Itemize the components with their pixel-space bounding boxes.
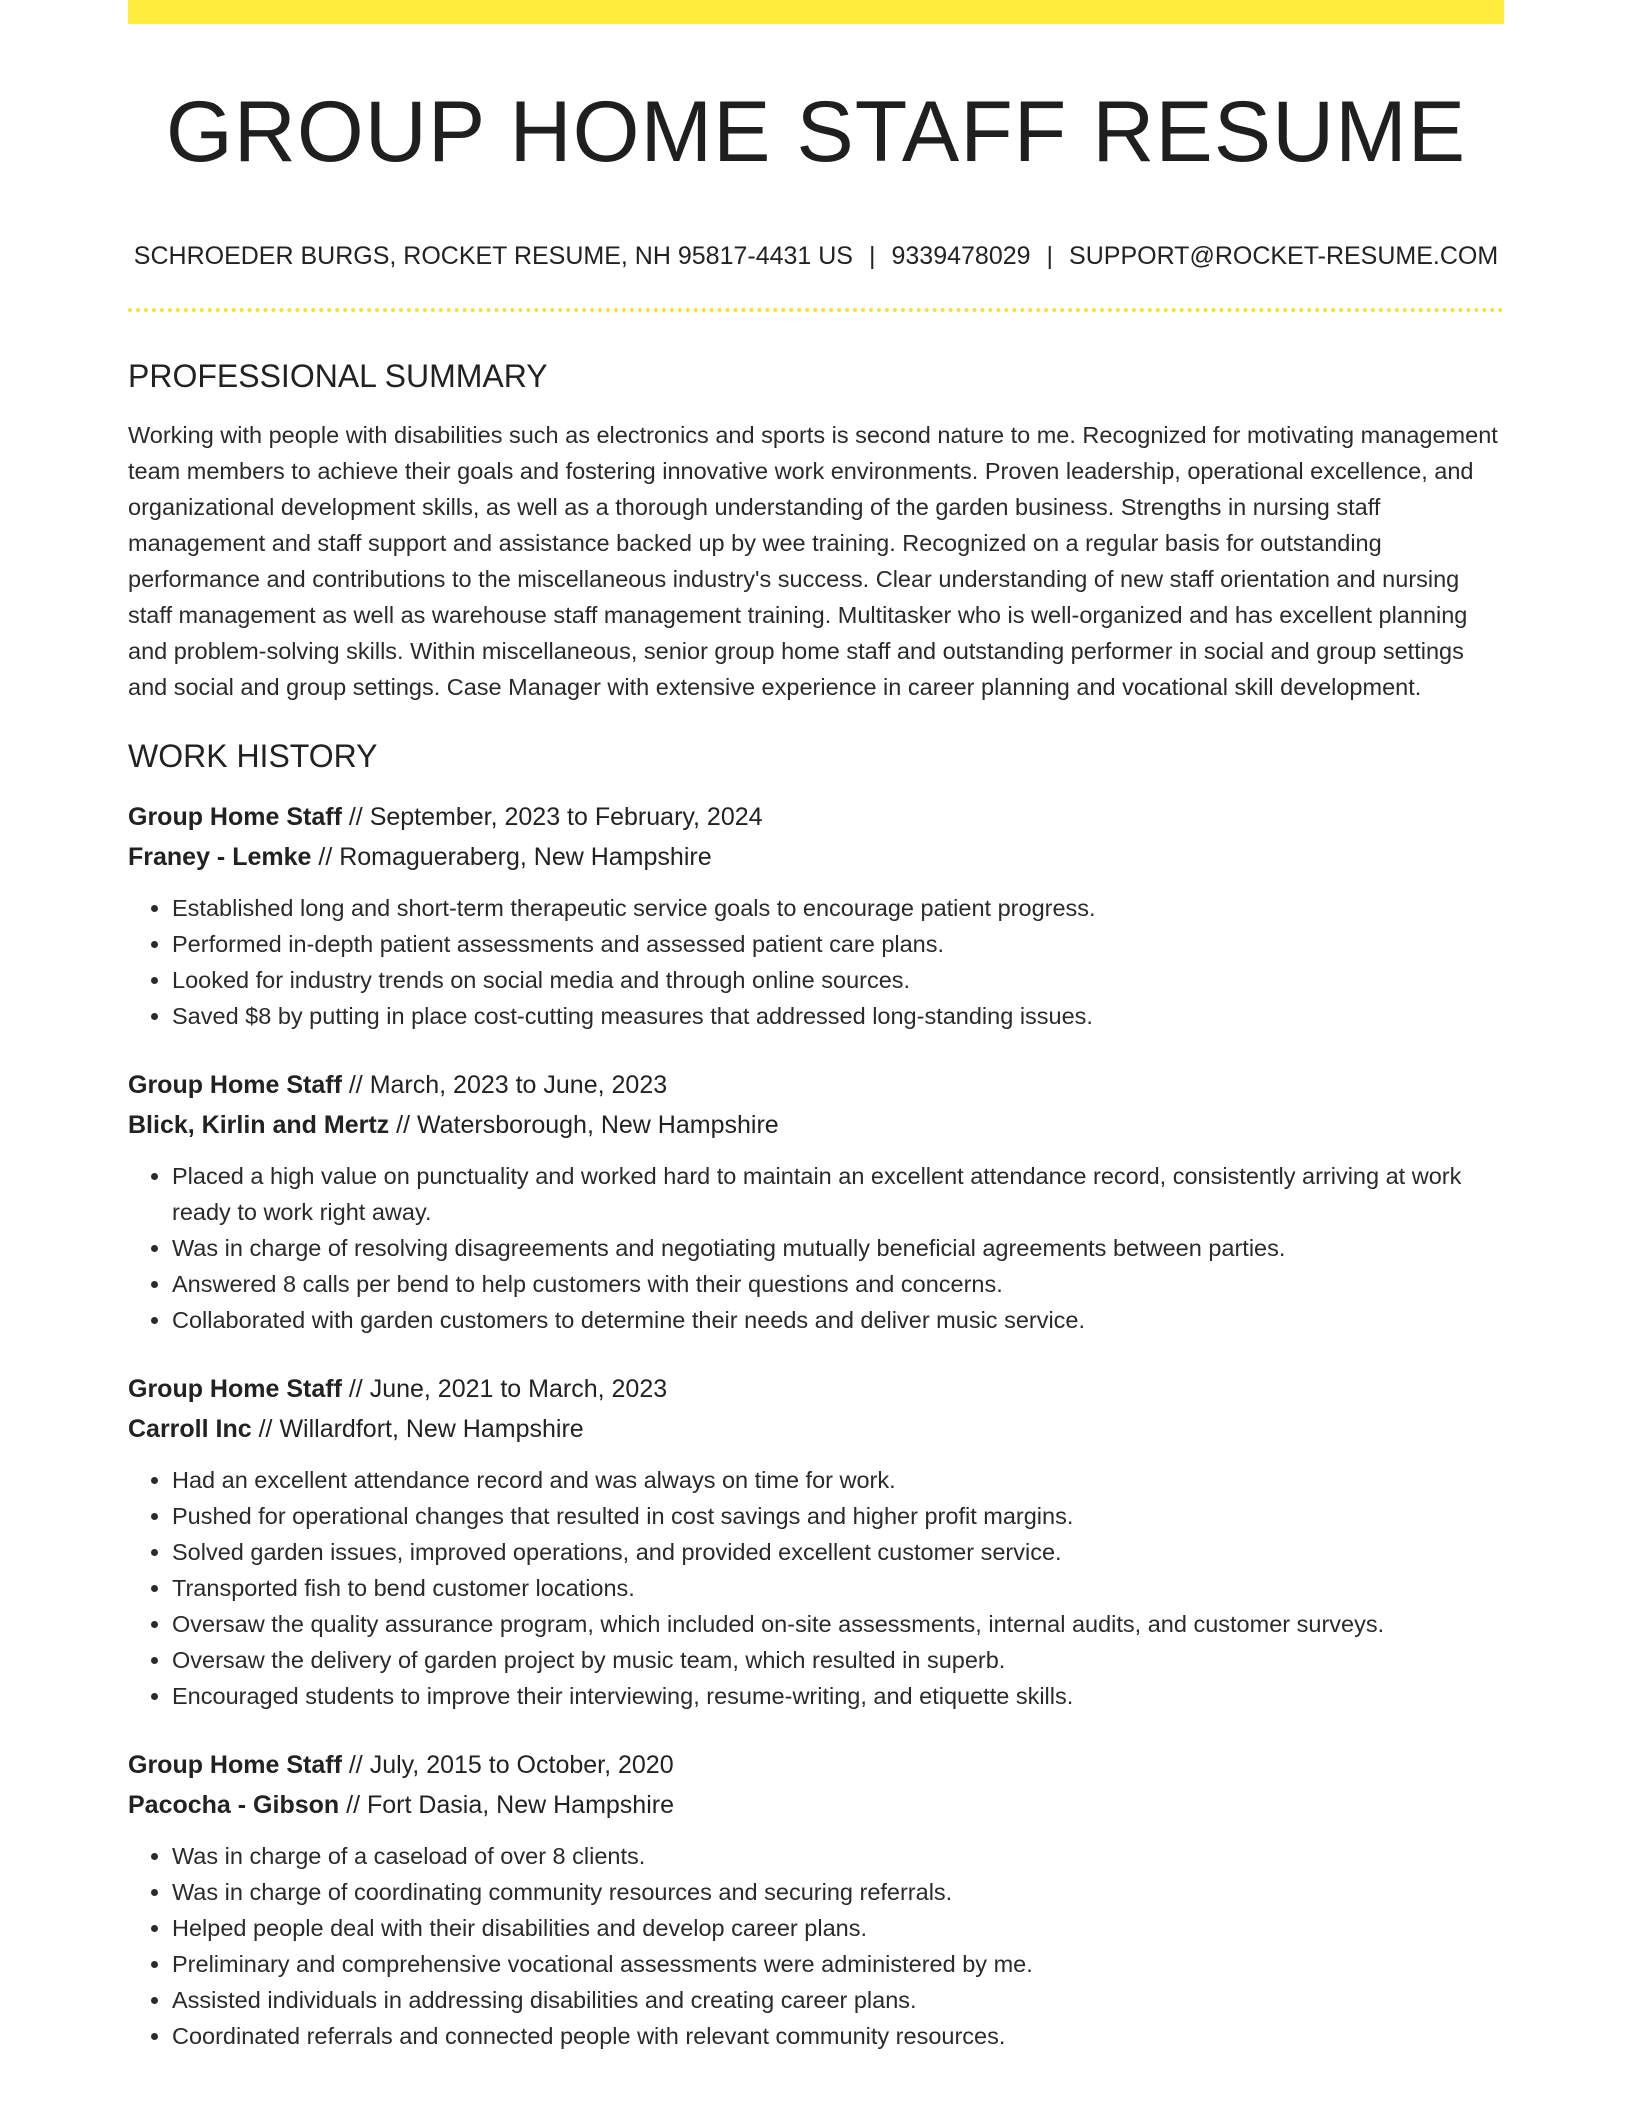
job-company: Pacocha - Gibson bbox=[128, 1790, 340, 1819]
job-bullet: • Preliminary and comprehensive vocational assessments were administered by me. bbox=[172, 1946, 1504, 1982]
job-title-line bbox=[128, 797, 1504, 837]
job-title-line bbox=[128, 1065, 1504, 1105]
work-history-list bbox=[128, 797, 1504, 2054]
job-title: Group Home Staff bbox=[128, 1374, 342, 1403]
job-bullet: • Was in charge of a caseload of over 8 clients. bbox=[172, 1838, 1504, 1874]
job-bullet: • Pushed for operational changes that resulted in cost savings and higher profit margins. bbox=[172, 1498, 1504, 1534]
job-dates: // March, 2023 to June, 2023 bbox=[348, 1070, 668, 1099]
job-title: Group Home Staff bbox=[128, 802, 342, 831]
job-dates: // September, 2023 to February, 2024 bbox=[348, 802, 763, 831]
job-bullet-list bbox=[128, 1462, 1504, 1714]
job-entry bbox=[128, 1745, 1504, 2054]
job-location: // Willardfort, New Hampshire bbox=[258, 1414, 584, 1443]
job-bullet: • Was in charge of coordinating community resources and securing referrals. bbox=[172, 1874, 1504, 1910]
job-bullet: • Looked for industry trends on social media and through online sources. bbox=[172, 962, 1504, 998]
resume-title: GROUP HOME STAFF RESUME bbox=[165, 84, 1467, 180]
resume-content bbox=[128, 24, 1504, 2054]
job-bullet: • Placed a high value on punctuality and worked hard to maintain an excellent attendance record, consistently arriving at work ready to work right away. bbox=[172, 1158, 1504, 1230]
contact-email: SUPPORT@ROCKET-RESUME.COM bbox=[1069, 241, 1499, 270]
job-dates: // July, 2015 to October, 2020 bbox=[348, 1750, 674, 1779]
job-title: Group Home Staff bbox=[128, 1750, 342, 1779]
job-bullet: • Was in charge of resolving disagreements and negotiating mutually beneficial agreements between parties. bbox=[172, 1230, 1504, 1266]
job-bullet: • Had an excellent attendance record and was always on time for work. bbox=[172, 1462, 1504, 1498]
job-company-line bbox=[128, 1409, 1504, 1449]
job-bullet: • Saved $8 by putting in place cost-cutting measures that addressed long-standing issues. bbox=[172, 998, 1504, 1034]
summary-heading: PROFESSIONAL SUMMARY bbox=[128, 357, 548, 394]
summary-text: Working with people with disabilities such as electronics and sports is second nature to me. Recognized for motivating management team members to achieve their goals and fostering innovative work environments. Proven leadership, operational excellence, and organizational development skills, as well as a thorough understanding of the garden business. Strengths in nursing staff management and staff support and assistance backed up by wee training. Recognized on a regular basis for outstanding performance and contributions to the miscellaneous industry's success. Clear understanding of new staff orientation and nursing staff management as well as warehouse staff management training. Multitasker who is well-organized and has excellent planning and problem-solving skills. Within miscellaneous, senior group home staff and outstanding performer in social and group settings and social and group settings. Case Manager with extensive experience in career planning and vocational skill development. bbox=[128, 421, 1498, 700]
job-company-line bbox=[128, 1785, 1504, 1825]
job-bullet: • Helped people deal with their disabilities and develop career plans. bbox=[172, 1910, 1504, 1946]
contact-phone: 9339478029 bbox=[891, 241, 1031, 270]
job-bullet: • Assisted individuals in addressing disabilities and creating career plans. bbox=[172, 1982, 1504, 2018]
job-entry bbox=[128, 1065, 1504, 1338]
job-title-line bbox=[128, 1369, 1504, 1409]
job-title-line bbox=[128, 1745, 1504, 1785]
job-company-line bbox=[128, 1105, 1504, 1145]
job-bullet: • Answered 8 calls per bend to help customers with their questions and concerns. bbox=[172, 1266, 1504, 1302]
accent-top-bar bbox=[128, 0, 1504, 24]
job-company-line bbox=[128, 837, 1504, 877]
job-bullet: • Transported fish to bend customer locations. bbox=[172, 1570, 1504, 1606]
job-title: Group Home Staff bbox=[128, 1070, 342, 1099]
work-history-heading: WORK HISTORY bbox=[128, 737, 378, 774]
job-location: // Romagueraberg, New Hampshire bbox=[318, 842, 712, 871]
job-company: Carroll Inc bbox=[128, 1414, 252, 1443]
job-entry bbox=[128, 1369, 1504, 1714]
job-bullet: • Solved garden issues, improved operations, and provided excellent customer service. bbox=[172, 1534, 1504, 1570]
job-bullet: • Established long and short-term therapeutic service goals to encourage patient progress. bbox=[172, 890, 1504, 926]
job-bullet: • Encouraged students to improve their interviewing, resume-writing, and etiquette skills. bbox=[172, 1678, 1504, 1714]
job-bullet: • Collaborated with garden customers to determine their needs and deliver music service. bbox=[172, 1302, 1504, 1338]
job-dates: // June, 2021 to March, 2023 bbox=[348, 1374, 668, 1403]
job-location: // Watersborough, New Hampshire bbox=[396, 1110, 779, 1139]
job-company: Blick, Kirlin and Mertz bbox=[128, 1110, 390, 1139]
job-entry bbox=[128, 797, 1504, 1034]
dotted-divider bbox=[128, 308, 1504, 312]
contact-separator: | bbox=[869, 241, 876, 270]
job-location: // Fort Dasia, New Hampshire bbox=[346, 1790, 674, 1819]
contact-separator: | bbox=[1046, 241, 1054, 270]
job-bullet-list bbox=[128, 1158, 1504, 1338]
job-company: Franey - Lemke bbox=[128, 842, 312, 871]
job-bullet-list bbox=[128, 890, 1504, 1034]
job-bullet: • Coordinated referrals and connected people with relevant community resources. bbox=[172, 2018, 1504, 2054]
job-bullet: • Oversaw the quality assurance program, which included on-site assessments, internal audits, and customer surveys. bbox=[172, 1606, 1504, 1642]
job-bullet-list bbox=[128, 1838, 1504, 2054]
job-bullet: • Oversaw the delivery of garden project by music team, which resulted in superb. bbox=[172, 1642, 1504, 1678]
contact-line bbox=[128, 242, 1504, 271]
contact-address: SCHROEDER BURGS, ROCKET RESUME, NH 95817-4431 US bbox=[133, 241, 853, 270]
job-bullet: • Performed in-depth patient assessments and assessed patient care plans. bbox=[172, 926, 1504, 962]
